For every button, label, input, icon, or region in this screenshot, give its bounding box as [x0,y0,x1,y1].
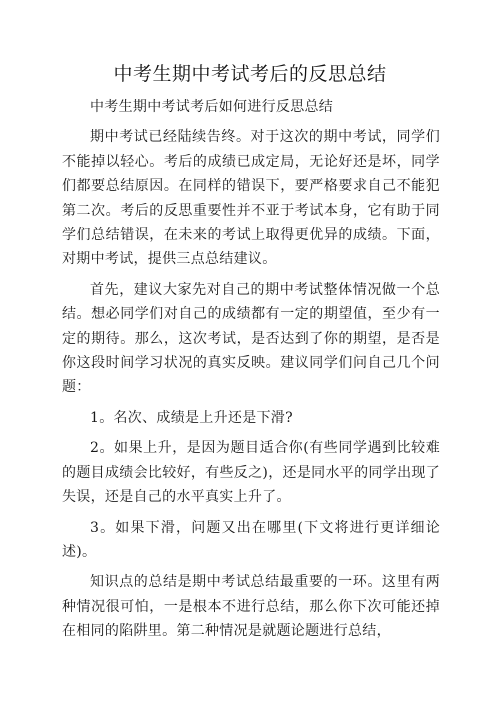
paragraph: 期中考试已经陆续告终。对于这次的期中考试，同学们不能掉以轻心。考后的成绩已成定局，无论好还是坏，同学们都要总结原因。在同样的错误下，要严格要求自己不能犯第二次。考后的反思重要性并不亚于考试本身，它有助于同学们总结错误，在未来的考试上取得更优异的成绩。下面，对期中考试，提供三点总结建议。 [62,129,440,268]
document-title: 中考生期中考试考后的反思总结 [113,63,387,85]
paragraph: 中考生期中考试考后如何进行反思总结 [90,99,334,115]
document-body [62,95,440,644]
list-item: 3。如果下滑，问题又出在哪里(下文将进行更详细论述)。 [62,519,440,560]
list-item: 1。名次、成绩是上升还是下滑? [90,409,293,426]
list-item: 2。如果上升，是因为题目适合你(有些同学遇到比较难的题目成绩会比较好，有些反之)，还是同水平的同学出现了失误，还是自己的水平真实上升了。 [62,440,440,506]
paragraph: 首先，建议大家先对自己的期中考试整体情况做一个总结。想必同学们对自己的成绩都有一定的期望值，至少有一定的期待。那么，这次考试，是否达到了你的期望，是否是你这段时间学习状况的真实反映。建议同学们问自己几个问题： [62,281,440,396]
paragraph: 知识点的总结是期中考试总结最重要的一环。这里有两种情况很可怕，一是根本不进行总结，那么你下次可能还掉在相同的陷阱里。第二种情况是就题论题进行总结， [62,574,440,640]
